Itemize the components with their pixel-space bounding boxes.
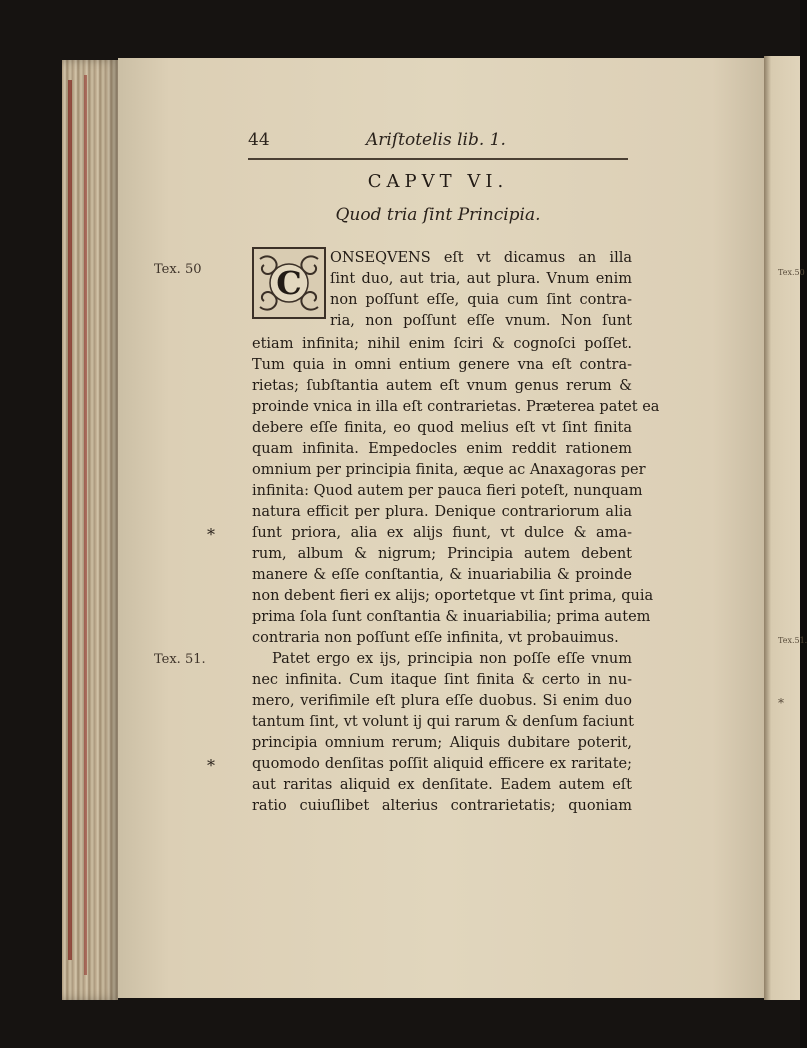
text-line: ratio cuiuſlibet alterius contrarietatis; quoniam [252, 798, 632, 814]
text-line: Patet ergo ex ijs, principia non poſſe eſſe vnum [272, 651, 632, 667]
text-line: mero, verifimile eſt plura eſſe duobus. Si enim duo [252, 693, 632, 709]
text-line: proinde vnica in illa eſt contrarietas. Præterea patet ea [252, 399, 660, 415]
text-line: ſunt priora, alia ex alijs fiunt, vt dulce & ama- [252, 525, 632, 541]
initial-letter: C [276, 264, 302, 302]
text-line: contraria non poſſunt eſſe infinita, vt probauimus. [252, 630, 619, 646]
text-line: quam infinita. Empedocles enim reddit rationem [252, 441, 632, 457]
text-line: etiam infinita; nihil enim ſciri & cognoſci poſſet. [252, 336, 632, 352]
text-line: quomodo denſitas poſſit aliquid efficere ex raritate; [252, 756, 632, 772]
running-head [248, 130, 628, 160]
text-line: aut raritas aliquid ex denſitate. Eadem autem eſt [252, 777, 632, 793]
margin-note: Tex. 51. [154, 652, 206, 667]
right-margin-asterisk: * [778, 696, 784, 710]
text-line: manere & eſſe conſtantia, & inuariabilia & proinde [252, 567, 632, 583]
decorated-initial [252, 247, 326, 319]
text-line: Tum quia in omni entium genere vna eſt contra- [252, 357, 632, 373]
text-line: rum, album & nigrum; Principia autem debent [252, 546, 632, 562]
text-line: natura efficit per plura. Denique contrariorum alia [252, 504, 632, 520]
text-line: tantum ſint, vt volunt ij qui rarum & denſum faciunt [252, 714, 634, 730]
text-line: ſint duo, aut tria, aut plura. Vnum enim [330, 271, 632, 287]
left-page-edges [62, 60, 118, 1000]
margin-note: Tex. 50 [154, 262, 202, 277]
text-line: infinita: Quod autem per pauca fieri poteſt, nunquam [252, 483, 643, 499]
text-line: ONSEQVENS eſt vt dicamus an illa [330, 250, 632, 266]
right-margin-note: Tex.51. [778, 636, 807, 645]
text-line: non debent fieri ex alijs; oportetque vt ſint prima, quia [252, 588, 654, 604]
margin-asterisk: * [207, 756, 215, 775]
text-line: omnium per principia finita, æque ac Anaxagoras per [252, 462, 646, 478]
right-page-edge [764, 56, 807, 1000]
text-line: rietas; ſubſtantia autem eſt vnum genus rerum & [252, 378, 632, 394]
head-rule [248, 158, 628, 160]
margin-asterisk: * [207, 525, 215, 544]
running-head-title: Ariſtotelis lib. 1. [366, 130, 506, 150]
text-line: nec infinita. Cum itaque ſint finita & certo in nu- [252, 672, 632, 688]
chapter-subtitle: Quod tria ſint Principia. [335, 205, 541, 225]
chapter-heading: CAPVT VI. [367, 171, 509, 192]
page-number: 44 [248, 130, 270, 150]
text-line: debere eſſe finita, eo quod melius eſt vt ſint finita [252, 420, 632, 436]
right-margin-note: Tex.50 [778, 268, 805, 277]
text-line: non poſſunt eſſe, quia cum ſint contra- [330, 292, 632, 308]
text-line: prima ſola ſunt conſtantia & inuariabilia; prima autem [252, 609, 651, 625]
text-line: ria, non poſſunt eſſe vnum. Non ſunt [330, 313, 632, 329]
text-line: principia omnium rerum; Aliquis dubitare poterit, [252, 735, 632, 751]
